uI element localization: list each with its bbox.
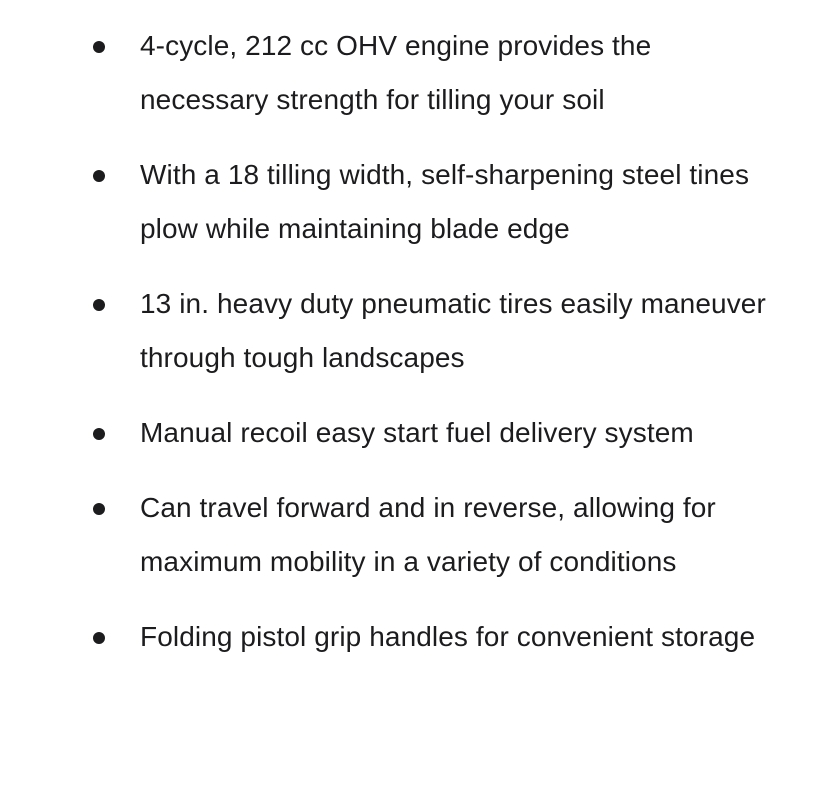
feature-text: With a 18 tilling width, self-sharpening steel tines plow while maintaining blade edge bbox=[140, 159, 750, 244]
bullet-icon bbox=[93, 428, 105, 440]
bullet-icon bbox=[93, 170, 105, 182]
list-item bbox=[0, 148, 838, 256]
feature-text: Can travel forward and in reverse, allowing for maximum mobility in a variety of conditions bbox=[140, 492, 716, 577]
bullet-icon bbox=[93, 299, 105, 311]
feature-text: Folding pistol grip handles for convenient storage bbox=[140, 621, 756, 652]
feature-text: Manual recoil easy start fuel delivery system bbox=[140, 417, 694, 448]
list-item bbox=[0, 481, 838, 589]
bullet-icon bbox=[93, 503, 105, 515]
feature-text: 4-cycle, 212 cc OHV engine provides the necessary strength for tilling your soil bbox=[140, 30, 652, 115]
list-item bbox=[0, 406, 838, 460]
feature-list bbox=[0, 19, 838, 664]
list-item bbox=[0, 19, 838, 127]
list-item bbox=[0, 610, 838, 664]
bullet-icon bbox=[93, 41, 105, 53]
bullet-icon bbox=[93, 632, 105, 644]
list-item bbox=[0, 277, 838, 385]
feature-text: 13 in. heavy duty pneumatic tires easily maneuver through tough landscapes bbox=[140, 288, 766, 373]
